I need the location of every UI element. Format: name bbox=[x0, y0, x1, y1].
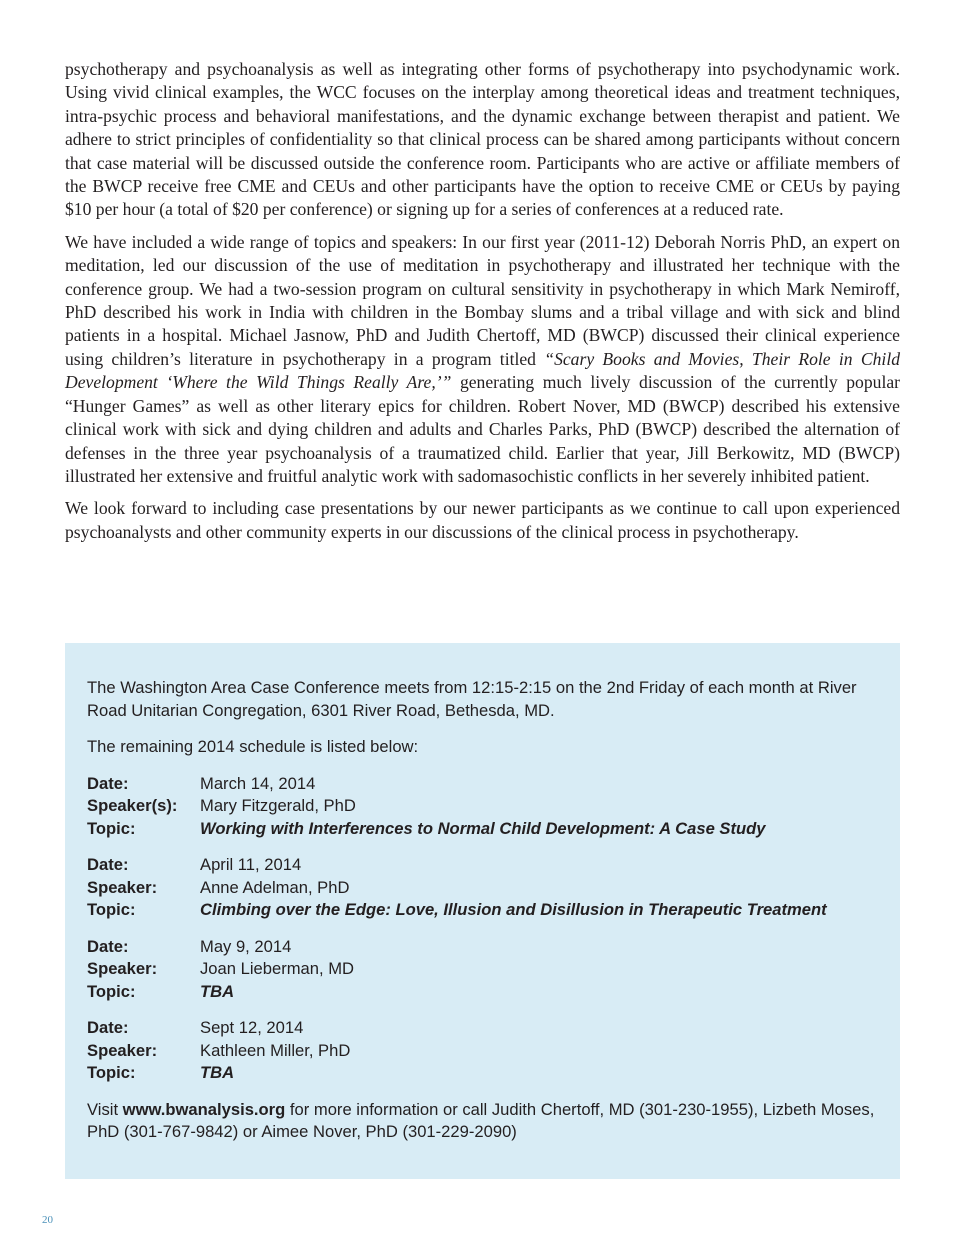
website-link[interactable]: www.bwanalysis.org bbox=[122, 1099, 286, 1119]
topic-label: Topic: bbox=[87, 818, 136, 838]
speaker-label: Speaker: bbox=[87, 1040, 158, 1060]
contact-prefix: Visit bbox=[87, 1099, 123, 1119]
event-topic: Working with Interferences to Normal Child Development: A Case Study bbox=[200, 818, 766, 838]
event-speaker-row bbox=[87, 1040, 878, 1063]
speaker-label: Speaker: bbox=[87, 877, 158, 897]
date-label: Date: bbox=[87, 1018, 129, 1037]
program-title: “Scary Books and Movies, Their Role in Child Development ‘Where the Wild Things Really Are,’” bbox=[65, 348, 900, 393]
event-topic-row bbox=[87, 818, 878, 841]
article-paragraph-3: We look forward to including case presentations by our newer participants as we continue to call upon experienced psychoanalysts and other community experts in our discussions of the clinical process in psychotherapy. bbox=[65, 498, 900, 542]
topic-label: Topic: bbox=[87, 1063, 136, 1082]
event-topic: TBA bbox=[200, 981, 235, 1001]
article-paragraph-2-text-a: We have included a wide range of topics and speakers: In our first year (2011-12) Deborah Norris PhD, an expert on meditation, led our discussion of the use of meditation in psychotherapy and illustrated her technique with the conference group. We had a two-session program on cultural sensitivity in psychotherapy in which Mark Nemiroff, PhD described his work in India with children in the Bombay slums and a tribal village and with sick and blind patients in a hospital. Michael Jasnow, PhD and Judith Chertoff, MD (BWCP) discussed their clinical experience using children’s literature in psychotherapy in a program titled bbox=[65, 231, 900, 369]
event-speaker-row bbox=[87, 795, 878, 818]
event-date: May 9, 2014 bbox=[200, 936, 292, 956]
event-topic: Climbing over the Edge: Love, Illusion and Disillusion in Therapeutic Treatment bbox=[200, 900, 827, 919]
event-topic-row bbox=[87, 1062, 878, 1085]
schedule-box bbox=[65, 643, 900, 1179]
speaker-label: Speaker: bbox=[87, 959, 158, 978]
event-topic-row bbox=[87, 981, 878, 1004]
contact-info bbox=[87, 1099, 878, 1144]
schedule-intro: The Washington Area Case Conference meets from 12:15-2:15 on the 2nd Friday of each month at River Road Unitarian Congregation, 6301 River Road, Bethesda, MD. bbox=[87, 678, 857, 720]
event-speaker: Kathleen Miller, PhD bbox=[200, 1040, 351, 1060]
event-date-row bbox=[87, 936, 878, 959]
event-date-row bbox=[87, 773, 878, 796]
event-date-row bbox=[87, 854, 878, 877]
event-date: Sept 12, 2014 bbox=[200, 1018, 304, 1037]
event-speaker: Anne Adelman, PhD bbox=[200, 877, 350, 897]
event-topic: TBA bbox=[200, 1063, 235, 1082]
article-paragraph-1: psychotherapy and psychoanalysis as well as integrating other forms of psychotherapy into psychodynamic work. Using vivid clinical examples, the WCC focuses on the interplay among theoretical ideas and treatment techniques, intra-psychic process and behavioral manifestations, and the dynamic exchange between therapist and patient. We adhere to strict principles of confidentiality so that clinical process can be shared among participants without concern that case material will be discussed outside the conference room. Participants who are active or affiliate members of the BWCP receive free CME and CEUs and other participants have the option to receive CME or CEUs by paying $10 per hour (a total of $20 per conference) or signing up for a series of conferences at a reduced rate. bbox=[65, 59, 900, 220]
topic-label: Topic: bbox=[87, 981, 136, 1001]
article-paragraph-2 bbox=[65, 231, 900, 488]
article-body bbox=[65, 58, 900, 553]
date-label: Date: bbox=[87, 936, 129, 956]
article-paragraph-2-text-b: generating much lively discussion of the currently popular “Hunger Games” as well as other literary epics for children. Robert Nover, MD (BWCP) described his extensive clinical work with sick and dying children and adults and Charles Parks, PhD (BWCP) described the alternation of defenses in the three year psychoanalysis of a traumatized child. Earlier that year, Jill Berkowitz, MD (BWCP) illustrated her extensive and fruitful analytic work with sadomasochistic conflicts in her severely inhibited patient. bbox=[65, 372, 900, 486]
schedule-event bbox=[87, 773, 878, 841]
event-speaker: Mary Fitzgerald, PhD bbox=[200, 796, 356, 815]
event-speaker-row bbox=[87, 877, 878, 900]
schedule-event bbox=[87, 854, 878, 922]
page-number: 20 bbox=[42, 1214, 53, 1226]
event-date-row bbox=[87, 1017, 878, 1040]
event-speaker: Joan Lieberman, MD bbox=[200, 959, 355, 978]
date-label: Date: bbox=[87, 773, 129, 793]
topic-label: Topic: bbox=[87, 900, 136, 919]
date-label: Date: bbox=[87, 855, 129, 874]
event-topic-row bbox=[87, 899, 878, 922]
speaker-label: Speaker(s): bbox=[87, 796, 178, 815]
schedule-note: The remaining 2014 schedule is listed below: bbox=[87, 737, 419, 756]
schedule-event bbox=[87, 1017, 878, 1085]
contact-details: for more information or call Judith Chertoff, MD (301-230-1955), Lizbeth Moses, PhD (301-767-9842) or Aimee Nover, PhD (301-229-2090) bbox=[87, 1099, 875, 1141]
event-date: March 14, 2014 bbox=[200, 773, 316, 793]
event-speaker-row bbox=[87, 958, 878, 981]
schedule-event bbox=[87, 936, 878, 1004]
event-date: April 11, 2014 bbox=[200, 855, 302, 874]
